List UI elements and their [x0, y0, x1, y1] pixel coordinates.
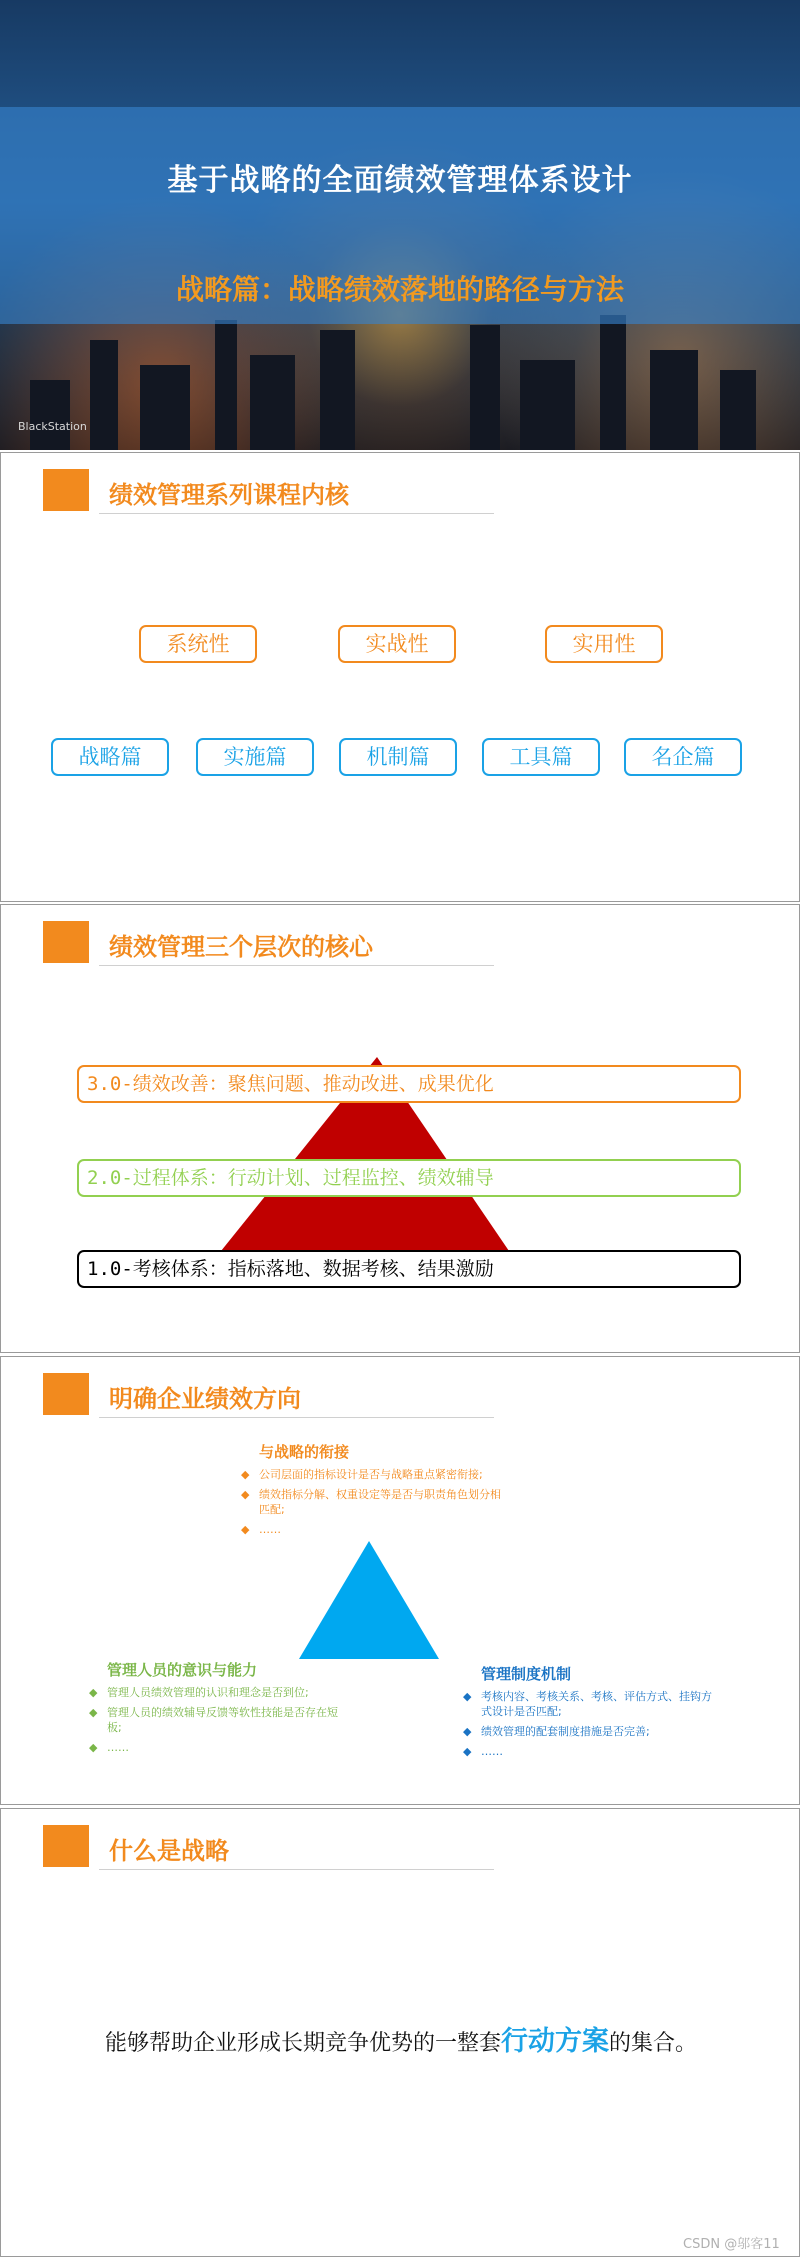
system-list	[463, 1689, 713, 1764]
definition-end: 的集合。	[609, 2031, 698, 2056]
managers-list	[89, 1685, 349, 1760]
diamond-bullet-icon: ◆	[241, 1488, 250, 1501]
strategy-definition	[1, 2019, 800, 2058]
header-square-icon	[43, 1825, 89, 1867]
slide-title: 绩效管理三个层次的核心	[109, 933, 373, 961]
list-item: ◆ 公司层面的指标设计是否与战略重点紧密衔接;	[241, 1468, 483, 1481]
diamond-bullet-icon: ◆	[463, 1745, 472, 1758]
list-item: ◆ 考核内容、考核关系、考核、评估方式、挂钩方式设计是否匹配;	[463, 1690, 712, 1718]
module-tools: 工具篇	[482, 738, 600, 776]
diamond-bullet-icon: ◆	[463, 1725, 472, 1738]
header-square-icon	[43, 469, 89, 511]
trait-practical: 实战性	[338, 625, 456, 663]
cover-slide	[0, 0, 800, 450]
list-item: ◆ 管理人员绩效管理的认识和理念是否到位;	[89, 1686, 309, 1699]
header-divider	[99, 1869, 494, 1870]
diamond-bullet-icon: ◆	[241, 1468, 250, 1481]
trait-systematic: 系统性	[139, 625, 257, 663]
list-item: ◆ ……	[89, 1741, 129, 1754]
diamond-bullet-icon: ◆	[463, 1690, 472, 1703]
module-mechanism: 机制篇	[339, 738, 457, 776]
module-enterprises: 名企篇	[624, 738, 742, 776]
managers-heading: 管理人员的意识与能力	[107, 1661, 258, 1679]
list-item: ◆ ……	[241, 1523, 281, 1536]
level-1-bar: 1.0-考核体系：指标落地、数据考核、结果激励	[77, 1250, 741, 1288]
what-is-strategy-slide	[0, 1808, 800, 2257]
list-item: ◆ ……	[463, 1745, 503, 1758]
diamond-bullet-icon: ◆	[241, 1523, 250, 1536]
diamond-bullet-icon: ◆	[89, 1686, 98, 1699]
list-item: ◆ 管理人员的绩效辅导反馈等软性技能是否存在短板;	[89, 1706, 338, 1734]
header-divider	[99, 513, 494, 514]
module-strategy: 战略篇	[51, 738, 169, 776]
level-2-bar: 2.0-过程体系：行动计划、过程监控、绩效辅导	[77, 1159, 741, 1197]
diamond-bullet-icon: ◆	[89, 1706, 98, 1719]
slide-title: 绩效管理系列课程内核	[109, 481, 349, 509]
module-implementation: 实施篇	[196, 738, 314, 776]
definition-text: 能够帮助企业形成长期竞争优势的一整套	[104, 2031, 501, 2056]
cover-subtitle: 战略篇：战略绩效落地的路径与方法	[175, 273, 624, 306]
course-core-slide	[0, 452, 800, 902]
logo: BlackStation	[18, 420, 87, 433]
diamond-bullet-icon: ◆	[89, 1741, 98, 1754]
level-3-bar: 3.0-绩效改善：聚焦问题、推动改进、成果优化	[77, 1065, 741, 1103]
list-item: ◆ 绩效指标分解、权重设定等是否与职责角色划分相匹配;	[241, 1488, 501, 1516]
performance-direction-slide	[0, 1356, 800, 1805]
definition-highlight: 行动方案	[501, 2026, 609, 2057]
cover-title: 基于战略的全面绩效管理体系设计	[167, 163, 633, 198]
system-heading: 管理制度机制	[481, 1665, 572, 1683]
slide-title: 明确企业绩效方向	[109, 1385, 301, 1413]
blue-triangle	[299, 1541, 439, 1659]
list-item: ◆ 绩效管理的配套制度措施是否完善;	[463, 1725, 650, 1738]
strategy-heading: 与战略的衔接	[259, 1443, 350, 1461]
slide-title: 什么是战略	[109, 1837, 229, 1865]
city-skyline-image	[0, 310, 800, 450]
three-levels-slide	[0, 904, 800, 1353]
trait-useful: 实用性	[545, 625, 663, 663]
watermark: CSDN @邬客11	[683, 2237, 780, 2252]
